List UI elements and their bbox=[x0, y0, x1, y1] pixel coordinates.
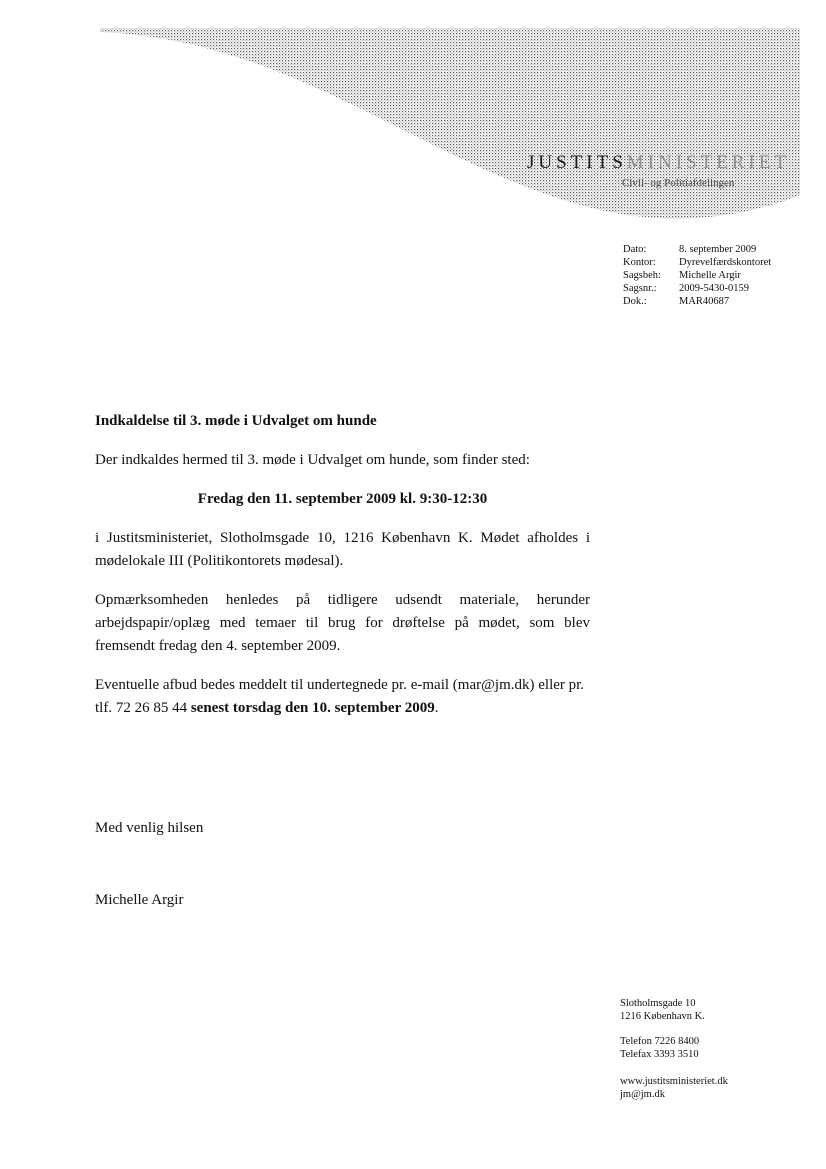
attention-paragraph: Opmærksomheden henledes på tidligere udsendt materiale, herunder arbejdspapir/oplæg med temaer til brug for drøftelse på mødet, som blev fremsendt fredag den 4. september 2009. bbox=[95, 592, 590, 654]
closing-greeting: Med venlig hilsen bbox=[95, 820, 204, 836]
meta-label: Dato: bbox=[623, 244, 647, 255]
meta-label: Kontor: bbox=[623, 257, 656, 268]
meta-value: Michelle Argir bbox=[679, 270, 741, 281]
footer-address-line2: 1216 København K. bbox=[620, 1011, 705, 1022]
cancellation-text: Eventuelle afbud bedes meddelt til undertegnede pr. e-mail (mar@jm.dk) eller pr. tlf. 72 26 85 44 bbox=[95, 677, 585, 716]
footer-website: www.justitsministeriet.dk bbox=[620, 1076, 728, 1087]
meta-row-office bbox=[623, 256, 771, 269]
header-wave-graphic bbox=[0, 0, 826, 240]
location-paragraph: i Justitsministeriet, Slotholmsgade 10, 1216 København K. Mødet afholdes i mødelokale III (Politikontorets mødesal). bbox=[95, 530, 590, 569]
intro-paragraph: Der indkaldes hermed til 3. møde i Udvalget om hunde, som finder sted: bbox=[95, 452, 530, 468]
ministry-logo bbox=[527, 152, 790, 174]
footer-fax: Telefax 3393 3510 bbox=[620, 1049, 699, 1060]
meta-label: Dok.: bbox=[623, 296, 647, 307]
cancellation-paragraph bbox=[95, 674, 590, 720]
footer-contact bbox=[620, 997, 728, 1101]
meta-row-date bbox=[623, 243, 771, 256]
logo-rest-text: MINISTERIET bbox=[626, 152, 791, 173]
letter-metadata bbox=[623, 243, 771, 308]
letter-subject: Indkaldelse til 3. møde i Udvalget om hunde bbox=[95, 413, 377, 429]
signature-name: Michelle Argir bbox=[95, 892, 184, 908]
footer-address-line1: Slotholmsgade 10 bbox=[620, 998, 696, 1009]
meta-row-case-number bbox=[623, 282, 771, 295]
meeting-time: Fredag den 11. september 2009 kl. 9:30-12:30 bbox=[197, 491, 488, 507]
letter-body bbox=[95, 410, 590, 736]
department-name: Civil- og Politiafdelingen bbox=[622, 177, 735, 189]
meta-row-document bbox=[623, 295, 771, 308]
footer-phone: Telefon 7226 8400 bbox=[620, 1036, 700, 1047]
meta-value: 8. september 2009 bbox=[679, 244, 757, 255]
cancellation-end: . bbox=[434, 700, 439, 716]
meta-row-handler bbox=[623, 269, 771, 282]
meta-label: Sagsbeh: bbox=[623, 270, 661, 281]
meta-value: 2009-5430-0159 bbox=[679, 283, 749, 294]
cancellation-deadline: senest torsdag den 10. september 2009 bbox=[190, 700, 435, 716]
footer-email: jm@jm.dk bbox=[620, 1089, 665, 1100]
logo-main-text: JUSTITS bbox=[527, 152, 627, 173]
meta-value: MAR40687 bbox=[679, 296, 730, 307]
meta-value: Dyrevelfærdskontoret bbox=[679, 257, 772, 268]
meta-label: Sagsnr.: bbox=[623, 283, 657, 294]
